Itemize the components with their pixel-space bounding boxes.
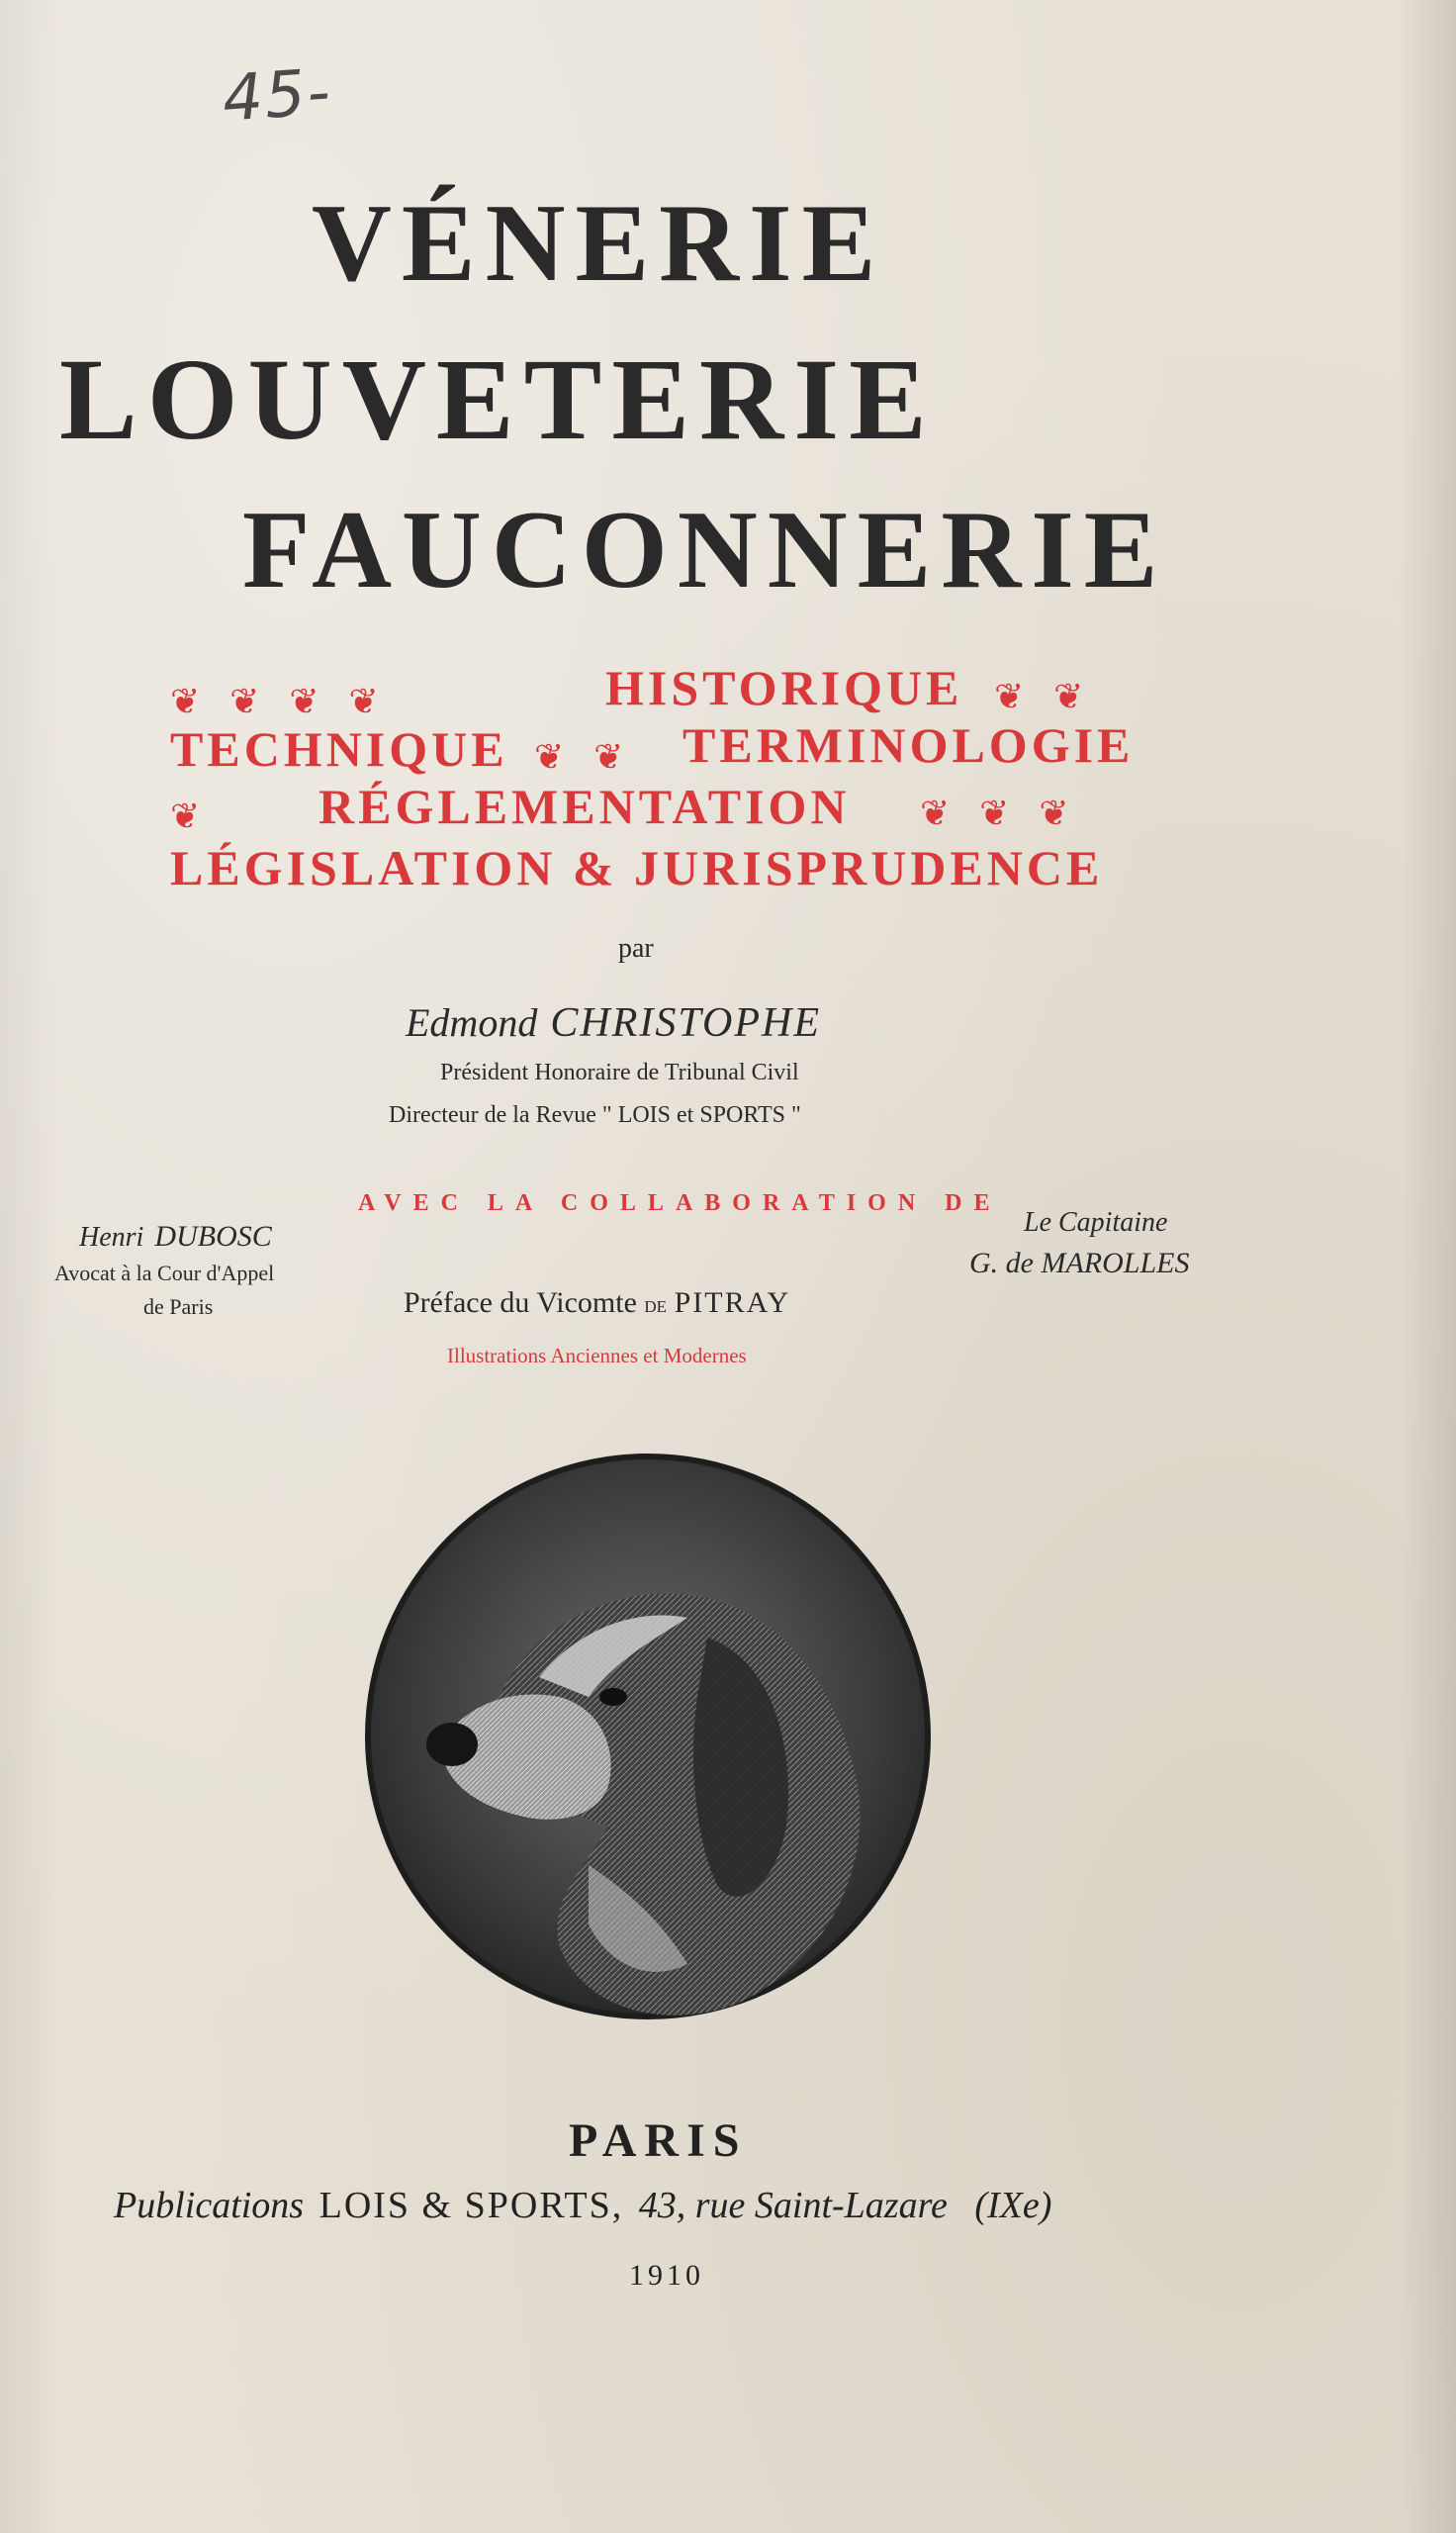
leaf-ornament-icon: ❦❦❦ [920, 794, 1099, 834]
collaborator-left-role-2: de Paris [143, 1294, 214, 1319]
subject-reglementation: RÉGLEMENTATION [318, 779, 851, 834]
imprint-publisher: LOIS & SPORTS, [318, 2185, 624, 2226]
collaboration-heading: AVEC LA COLLABORATION DE [358, 1190, 1002, 1216]
author-role-2: Directeur de la Revue " LOIS et SPORTS " [389, 1102, 801, 1128]
imprint-publisher-prefix: Publications [114, 2185, 305, 2226]
leaf-ornament-icon: ❦❦ [534, 737, 654, 778]
leaf-ornament-icon: ❦ [170, 797, 230, 837]
imprint-publisher-line [114, 2187, 1051, 2224]
imprint-arrondissement: (IXe) [974, 2185, 1052, 2226]
imprint-city: PARIS [569, 2114, 748, 2167]
leaf-ornament-icon: ❦❦ [994, 677, 1114, 717]
title-fauconnerie: FAUCONNERIE [242, 489, 1168, 611]
hound-illustration [361, 1450, 935, 2023]
handwritten-number: 45- [220, 55, 334, 137]
collaborator-right-name: G. de MAROLLES [969, 1247, 1190, 1279]
author-last-name: CHRISTOPHE [550, 1000, 821, 1046]
collaborator-left-last: DUBOSC [154, 1220, 272, 1253]
preface-text: Préface du Vicomte [404, 1286, 637, 1319]
hound-portrait-vignette [361, 1450, 935, 2023]
preface-name: PITRAY [674, 1286, 791, 1319]
par-label: par [618, 933, 654, 964]
subject-terminologie: TERMINOLOGIE [682, 717, 1135, 773]
subject-legislation: LÉGISLATION & JURISPRUDENCE [170, 840, 1104, 895]
imprint-address: 43, rue Saint-Lazare [638, 2185, 948, 2226]
collaborator-left-role-1: Avocat à la Cour d'Appel [54, 1261, 275, 1285]
preface-line [404, 1286, 790, 1320]
author-role-1: Président Honoraire de Tribunal Civil [440, 1060, 799, 1085]
collaborator-right-title: Le Capitaine [1024, 1207, 1168, 1238]
subject-technique: TECHNIQUE [170, 721, 508, 777]
title-louveterie: LOUVETERIE [59, 334, 937, 464]
imprint-year: 1910 [629, 2259, 704, 2292]
author-name [406, 999, 821, 1047]
illustrations-note: Illustrations Anciennes et Modernes [447, 1344, 747, 1367]
author-first-name: Edmond [406, 1000, 538, 1045]
preface-particle: de [644, 1292, 668, 1318]
collaborator-left-name [79, 1220, 272, 1254]
title-venerie: VÉNERIE [312, 182, 886, 305]
leaf-ornament-icon: ❦❦❦❦ [170, 682, 409, 722]
collaborator-left-first: Henri [79, 1222, 144, 1253]
subject-historique: HISTORIQUE [605, 660, 963, 715]
